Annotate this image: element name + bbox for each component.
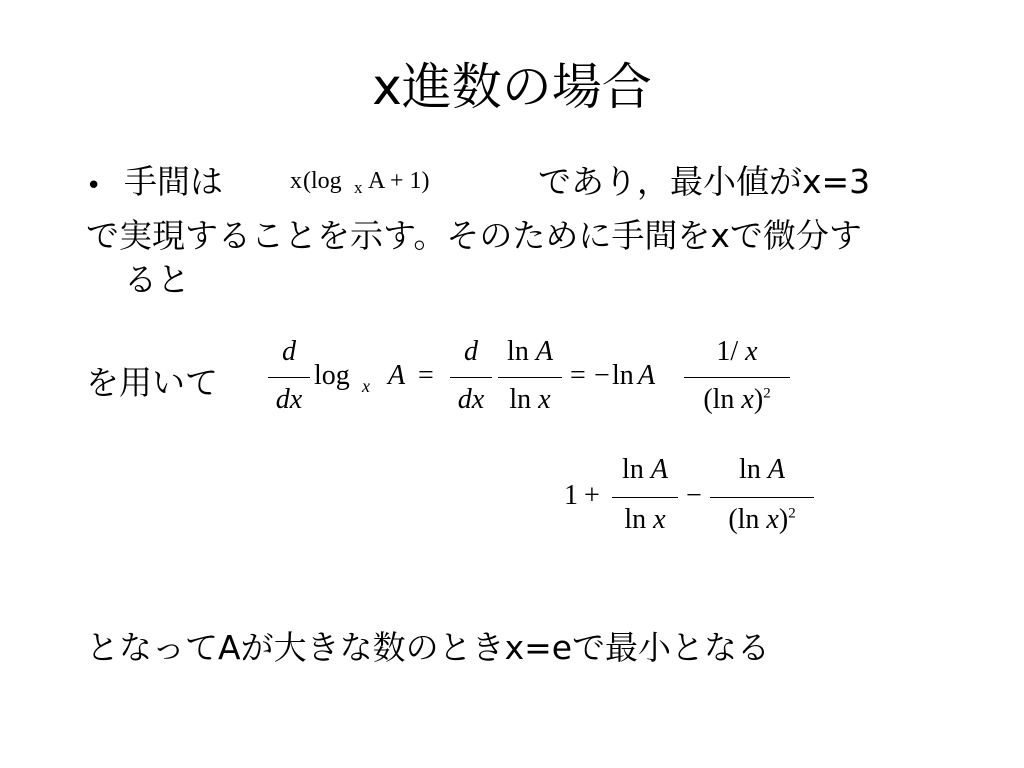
derivative-formula	[264, 334, 804, 424]
var-A: A	[388, 360, 406, 391]
line1-prefix: 手間は	[124, 162, 223, 201]
frac-bar	[710, 497, 814, 498]
frac-lnA-lnx2	[710, 452, 814, 544]
one-text: 1	[564, 480, 578, 511]
equals-sign: =	[418, 360, 434, 391]
var-A: A	[638, 360, 656, 391]
frac-bar	[612, 497, 678, 498]
paren-close: )	[778, 504, 789, 535]
frac-lnA-lnx	[498, 334, 562, 424]
ln-text: ln	[509, 384, 532, 415]
line2-text: で実現することを示す。そのために手間をxで微分す	[86, 216, 862, 255]
ln-text: ln	[739, 454, 761, 485]
ln-text: ln	[612, 360, 634, 391]
frac-bar	[450, 377, 492, 378]
frac-d-dx-2	[450, 334, 492, 424]
ln-text: ln	[624, 504, 647, 535]
result-formula	[560, 452, 820, 544]
var-A: A	[650, 454, 668, 485]
cost-rest: A + 1)	[368, 168, 430, 194]
line3-text: ると	[124, 260, 190, 299]
paren-open-ln: (ln	[703, 384, 735, 415]
plus-sign: +	[584, 480, 600, 511]
ln-text: ln	[507, 336, 529, 367]
cost-log: (log	[303, 168, 342, 194]
frac-den: dx	[275, 384, 303, 415]
using-label: を用いて	[86, 363, 218, 402]
log-text: log	[314, 360, 350, 391]
ln-text: ln	[622, 454, 644, 485]
var-x: x	[766, 504, 779, 535]
var-A: A	[767, 454, 785, 485]
frac-1x-lnx2	[684, 334, 790, 424]
frac-num: d	[464, 336, 478, 367]
frac-lnA-lnx	[612, 452, 678, 544]
cost-x: x	[290, 168, 302, 194]
exponent-2: 2	[763, 385, 771, 402]
cost-log-sub: x	[354, 178, 363, 197]
frac-num: d	[282, 336, 296, 367]
slide-title: x進数の場合	[372, 58, 652, 116]
var-x: x	[741, 384, 754, 415]
var-A: A	[535, 336, 553, 367]
minus-sign: −	[594, 360, 610, 391]
frac-d-dx-1	[268, 334, 310, 424]
frac-den: dx	[457, 384, 485, 415]
bullet-icon: •	[86, 171, 102, 201]
frac-bar	[684, 377, 790, 378]
equals-sign: =	[570, 360, 586, 391]
paren-close: )	[753, 384, 764, 415]
paren-open-ln: (ln	[728, 504, 760, 535]
conclusion-text: となってAが大きな数のときx=eで最小となる	[86, 628, 771, 667]
var-x: x	[745, 336, 758, 367]
var-x: x	[653, 504, 666, 535]
line1-suffix: であり，最小値がx=3	[538, 162, 871, 201]
var-x: x	[538, 384, 551, 415]
exponent-2: 2	[788, 505, 796, 522]
log-sub: x	[362, 376, 370, 396]
minus-sign: −	[686, 480, 702, 511]
cost-formula	[290, 164, 490, 204]
frac-bar	[268, 377, 310, 378]
frac-bar	[498, 377, 562, 378]
one-over-text: 1/	[716, 336, 739, 367]
